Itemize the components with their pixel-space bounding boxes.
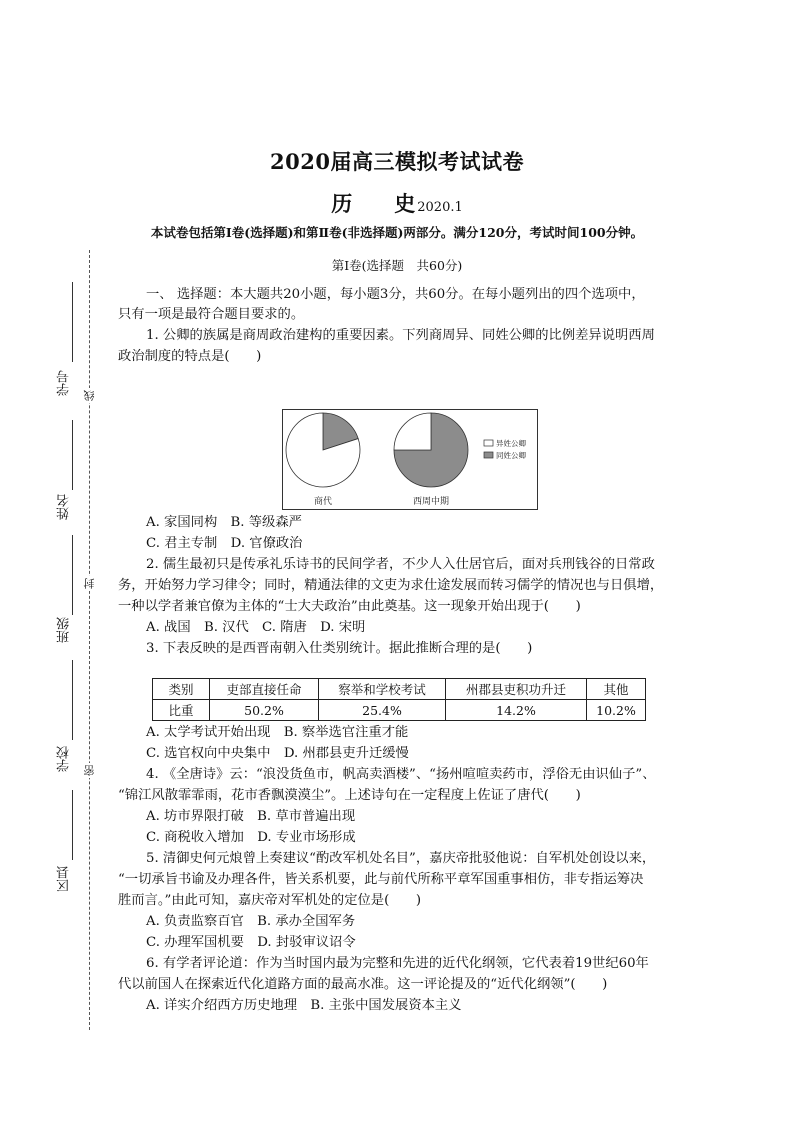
question-2-stem: 一种以学者兼官僚为主体的“士大夫政治”由此奠基。这一现象开始出现于( ): [118, 599, 581, 614]
section-instruction: 只有一项是最符合题目要求的。: [118, 307, 305, 322]
question-2-stem: 2. 儒生最初只是传承礼乐诗书的民间学者，不少人入仕居官后，面对兵刑钱谷的日常政: [146, 557, 655, 572]
subject-title: [0, 188, 794, 218]
table-row: [153, 700, 646, 721]
table-cell: 比重: [153, 700, 210, 721]
question-5-options: C. 办理军国机要 D. 封驳审议诏令: [146, 935, 356, 950]
question-1-options: A. 家国同构 B. 等级森严: [146, 515, 302, 530]
question-5-stem: “一切承旨书谕及办理各件，皆关系机要，此与前代所称平章军国重事相仿，非专指运筹决: [118, 872, 644, 887]
question-1-options: C. 君主专制 D. 官僚政治: [146, 536, 303, 551]
pie-title: 商代: [313, 497, 333, 507]
field-label-school: 学校: [57, 746, 72, 772]
question-6-options: A. 详实介绍西方历史地理 B. 主张中国发展资本主义: [146, 998, 462, 1013]
table-header-cell: 其他: [587, 679, 646, 700]
field-label-name: 姓名: [57, 494, 72, 520]
question-3-stem: 3. 下表反映的是西晋南朝入仕类别统计。据此推断合理的是( ): [146, 641, 533, 656]
question-5-stem: 胜而言。”由此可知，嘉庆帝对军机处的定位是( ): [118, 893, 422, 908]
table-header-cell: 吏部直接任命: [210, 679, 319, 700]
field-line: [72, 535, 73, 615]
question-4-options: C. 商税收入增加 D. 专业市场形成: [146, 830, 356, 845]
question-4-stem: “锦江风散霏霏雨，花市香飘漠漠尘”。上述诗句在一定程度上佐证了唐代( ): [118, 788, 581, 803]
statistics-table: [152, 678, 646, 721]
legend-swatch: [484, 440, 493, 446]
question-3-options: C. 选官权向中央集中 D. 州郡县吏升迁缓慢: [146, 746, 409, 761]
pie-chart-figure: [282, 409, 538, 510]
table-header-cell: 察举和学校考试: [319, 679, 446, 700]
exam-intro: 本试卷包括第Ⅰ卷(选择题)和第Ⅱ卷(非选择题)两部分。满分120分，考试时间100分钟。: [150, 225, 644, 240]
seal-mark-secret: 密: [83, 765, 96, 776]
question-6-stem: 代以前国人在探索近代化道路方面的最高水准。这一评论提及的“近代化纲领”( ): [118, 977, 608, 992]
question-2-stem: 务，开始努力学习律令；同时，精通法律的文吏为求仕途发展而转习儒学的情况也与日俱增，: [118, 578, 664, 593]
field-line: [72, 420, 73, 490]
table-cell: 50.2%: [210, 700, 319, 721]
field-label-student-id: 学号: [57, 370, 72, 396]
question-1-stem: 政治制度的特点是( ): [118, 349, 262, 364]
binding-line: [89, 250, 90, 1030]
legend-label: 异姓公卿: [496, 439, 526, 448]
pie-chart: [283, 410, 539, 511]
legend-label: 同姓公卿: [496, 451, 526, 460]
field-label-district: 区县: [57, 866, 72, 892]
part-title: 第Ⅰ卷(选择题 共60分): [331, 258, 463, 273]
seal-mark-line: 线: [83, 390, 96, 401]
question-6-stem: 6. 有学者评论道：作为当时国内最为完整和先进的近代化纲领，它代表着19世纪60年: [146, 956, 649, 971]
table-header-cell: 州郡县吏积功升迁: [446, 679, 587, 700]
field-label-class: 班级: [57, 617, 72, 643]
seal-mark-seal: 封: [83, 578, 96, 589]
question-2-options: A. 战国 B. 汉代 C. 隋唐 D. 宋明: [146, 620, 366, 635]
pie-title: 西周中期: [412, 497, 450, 507]
legend-swatch: [484, 452, 493, 458]
question-3-options: A. 太学考试开始出现 B. 察举选官注重才能: [146, 725, 409, 740]
question-4-options: A. 坊市界限打破 B. 草市普遍出现: [146, 809, 356, 824]
pie-slice: [394, 413, 431, 450]
question-5-stem: 5. 清御史何元烺曾上奏建议“酌改军机处名目”，嘉庆帝批驳他说：自军机处创设以来，: [146, 851, 656, 866]
question-5-options: A. 负责监察百官 B. 承办全国军务: [146, 914, 356, 929]
field-line: [72, 282, 73, 362]
field-line: [72, 660, 73, 740]
table-cell: 25.4%: [319, 700, 446, 721]
exam-title: 2020届高三模拟考试试卷: [270, 149, 524, 174]
table-cell: 10.2%: [587, 700, 646, 721]
table-row: [153, 679, 646, 700]
exam-date: 2020.1: [417, 200, 463, 215]
section-instruction: 一、 选择题：本大题共20小题，每小题3分，共60分。在每小题列出的四个选项中，: [146, 287, 645, 302]
table-cell: 14.2%: [446, 700, 587, 721]
subject-name: 历 史: [331, 191, 416, 216]
table-header-cell: 类别: [153, 679, 210, 700]
question-4-stem: 4. 《全唐诗》云：“浪没货鱼市，帆高卖酒楼”、“扬州喧喧卖药市，浮俗无由识仙子”、: [146, 767, 656, 782]
field-line: [72, 790, 73, 860]
question-1-stem: 1. 公卿的族属是商周政治建构的重要因素。下列商周异、同姓公卿的比例差异说明西周: [146, 328, 655, 343]
